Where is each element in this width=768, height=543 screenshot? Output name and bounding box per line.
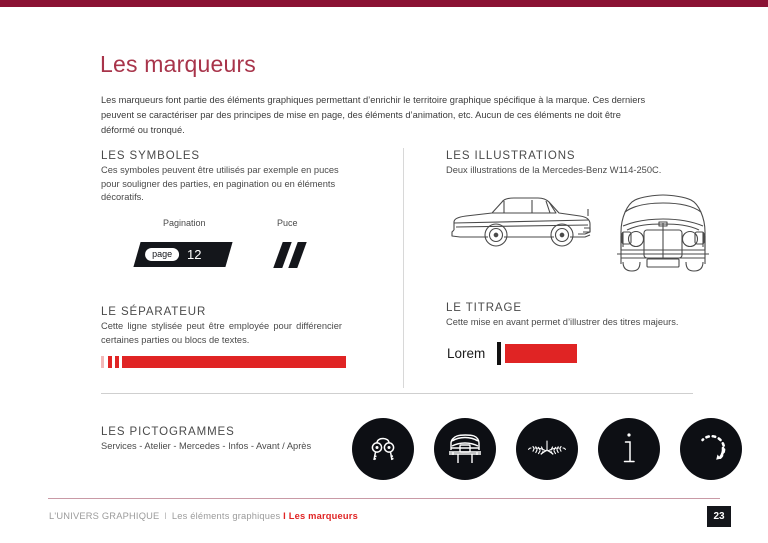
separator-segment-4 — [122, 356, 346, 368]
separator-segment-3 — [115, 356, 119, 368]
titrage-heading: LE TITRAGE — [446, 302, 522, 314]
pagination-label: Pagination — [163, 218, 206, 228]
titrage-example — [447, 341, 577, 365]
car-lift-icon — [447, 432, 483, 466]
symboles-body: Ces symboles peuvent être utilisés par exemple en puces pour souligner des parties, en pagination ou en éléments décoratifs. — [101, 165, 339, 202]
illustrations-heading: LES ILLUSTRATIONS — [446, 150, 576, 162]
top-accent-bar — [0, 0, 768, 7]
section-titrage — [446, 302, 746, 330]
section-illustrations — [446, 150, 746, 178]
separator-segment-2 — [108, 356, 112, 368]
breadcrumb-part-3: Les marqueurs — [288, 511, 358, 521]
section-symboles — [101, 150, 391, 205]
symboles-examples — [101, 218, 391, 278]
intro-paragraph: Les marqueurs font partie des éléments graphiques permettant d’enrichir le territoire graphique spécifique à la marque. Ces derniers peuvent se caractériser par des principes de mise en page, des éléments d’animation, etc. Aucun de ces éléments ne doit être déformé ou tronqué. — [101, 95, 646, 136]
car-side-view-icon — [446, 194, 596, 256]
horizontal-divider — [101, 393, 693, 394]
puce-double-slash-icon — [276, 242, 316, 268]
illustrations-graphics — [446, 192, 736, 280]
breadcrumb-separator-2: I — [283, 511, 286, 521]
info-icon — [620, 431, 638, 467]
pagination-badge-pill: page — [145, 248, 179, 261]
separator-segment-1 — [101, 356, 104, 368]
page-number-badge: 23 — [707, 506, 731, 527]
breadcrumb-separator-1: I — [164, 511, 168, 521]
illustrations-body: Deux illustrations de la Mercedes-Benz W114-250C. — [446, 165, 662, 175]
separateur-body: Cette ligne stylisée peut être employée pour différencier certaines parties ou blocs de textes. — [101, 321, 342, 345]
pagination-badge-number: 12 — [187, 247, 202, 262]
pictogram-atelier[interactable] — [434, 418, 496, 480]
puce-bar-2 — [288, 242, 306, 268]
circular-arrow-icon — [693, 431, 729, 467]
pagination-badge — [133, 242, 232, 267]
breadcrumb-part-1: L'UNIVERS GRAPHIQUE — [49, 511, 160, 521]
laurel-wreath-icon — [527, 437, 567, 461]
page-title: Les marqueurs — [100, 51, 257, 78]
section-pictogrammes — [101, 426, 371, 454]
puce-label: Puce — [277, 218, 298, 228]
pictogrammes-body: Services - Atelier - Mercedes - Infos - Avant / Après — [101, 441, 312, 451]
separateur-heading: LE SÉPARATEUR — [101, 306, 207, 318]
car-front-view-icon — [601, 192, 724, 274]
pictogram-mercedes[interactable] — [516, 418, 578, 480]
titrage-sample-word: Lorem — [447, 345, 486, 361]
pictogram-avant-apres[interactable] — [680, 418, 742, 480]
breadcrumb-part-2: Les éléments graphiques — [171, 511, 281, 521]
keys-icon — [366, 432, 400, 466]
titrage-body: Cette mise en avant permet d’illustrer des titres majeurs. — [446, 317, 679, 327]
titrage-red-bar — [505, 344, 577, 363]
footer-rule — [48, 498, 720, 499]
section-separateur — [101, 306, 391, 347]
vertical-divider — [403, 148, 404, 388]
pictogrammes-heading: LES PICTOGRAMMES — [101, 426, 235, 438]
pictogram-infos[interactable] — [598, 418, 660, 480]
pictogram-services[interactable] — [352, 418, 414, 480]
symboles-heading: LES SYMBOLES — [101, 150, 201, 162]
titrage-black-bar — [497, 342, 501, 365]
pictogram-row — [352, 410, 742, 488]
separator-graphic — [101, 356, 346, 368]
breadcrumb — [49, 511, 358, 521]
